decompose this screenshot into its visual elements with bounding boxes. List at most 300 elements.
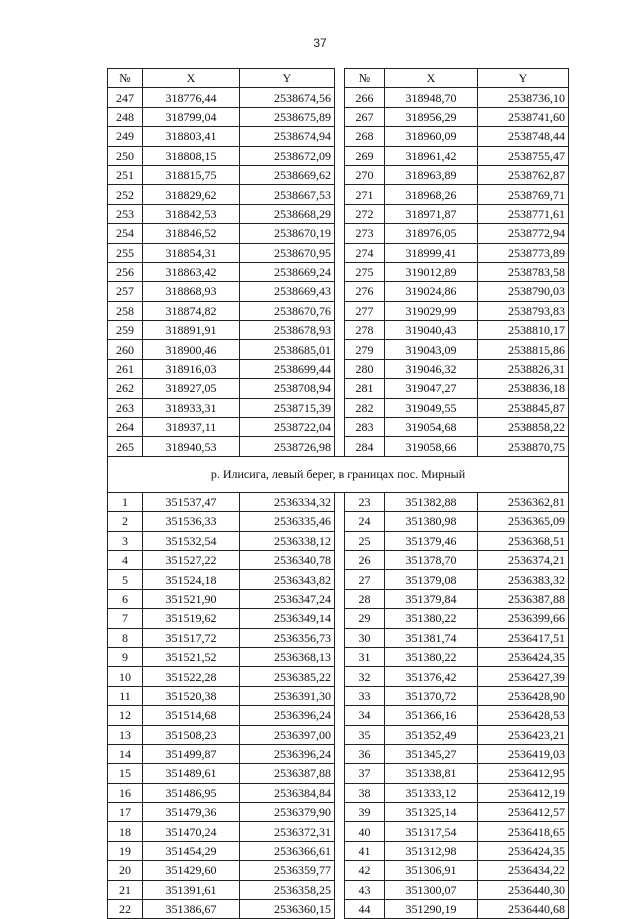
y-coordinate: 2538674,56 [240,88,335,107]
table-row [108,841,569,860]
y-coordinate: 2538685,01 [240,340,335,359]
y-coordinate: 2536334,32 [240,492,335,511]
x-coordinate: 351380,22 [385,609,478,628]
y-coordinate: 2536424,35 [478,647,569,666]
point-number: 281 [345,379,385,398]
y-coordinate: 2538678,93 [240,321,335,340]
y-coordinate: 2536396,24 [240,744,335,763]
x-coordinate: 318815,75 [143,165,240,184]
table-row [108,127,569,146]
x-coordinate: 351379,08 [385,570,478,589]
y-coordinate: 2538715,39 [240,398,335,417]
y-coordinate: 2536356,73 [240,628,335,647]
y-coordinate: 2536419,03 [478,744,569,763]
y-coordinate: 2538722,04 [240,418,335,437]
y-coordinate: 2538669,43 [240,282,335,301]
point-number: 12 [108,706,143,725]
table-row [108,667,569,686]
x-coordinate: 351381,74 [385,628,478,647]
table-row [108,803,569,822]
table-row [108,647,569,666]
point-number: 264 [108,418,143,437]
x-coordinate: 351537,47 [143,492,240,511]
point-number: 251 [108,165,143,184]
x-coordinate: 351536,33 [143,512,240,531]
point-number: 16 [108,783,143,802]
x-coordinate: 351508,23 [143,725,240,744]
x-coordinate: 351380,98 [385,512,478,531]
x-coordinate: 319043,09 [385,340,478,359]
point-number: 5 [108,570,143,589]
point-number: 255 [108,243,143,262]
point-number: 273 [345,224,385,243]
y-coordinate: 2538826,31 [478,359,569,378]
table-row [108,783,569,802]
y-coordinate: 2536396,24 [240,706,335,725]
column-gap [335,418,345,437]
y-coordinate: 2536424,35 [478,841,569,860]
point-number: 283 [345,418,385,437]
y-coordinate: 2536368,51 [478,531,569,550]
point-number: 20 [108,861,143,880]
x-coordinate: 318803,41 [143,127,240,146]
x-coordinate: 351514,68 [143,706,240,725]
y-coordinate: 2536343,82 [240,570,335,589]
point-number: 30 [345,628,385,647]
column-gap [335,107,345,126]
x-coordinate: 318776,44 [143,88,240,107]
point-number: 31 [345,647,385,666]
y-coordinate: 2538699,44 [240,359,335,378]
x-coordinate: 318976,05 [385,224,478,243]
point-number: 278 [345,321,385,340]
y-coordinate: 2536384,84 [240,783,335,802]
point-number: 35 [345,725,385,744]
x-coordinate: 351391,61 [143,880,240,899]
y-coordinate: 2538771,61 [478,204,569,223]
x-coordinate: 351370,72 [385,686,478,705]
column-gap [335,282,345,301]
table-row [108,725,569,744]
point-number: 17 [108,803,143,822]
column-gap [335,224,345,243]
x-coordinate: 318940,53 [143,437,240,456]
table-row [108,321,569,340]
x-coordinate: 318971,87 [385,204,478,223]
y-coordinate: 2538858,22 [478,418,569,437]
column-gap [335,359,345,378]
table-row [108,706,569,725]
table-row [108,418,569,437]
y-coordinate: 2536399,66 [478,609,569,628]
point-number: 13 [108,725,143,744]
x-coordinate: 318846,52 [143,224,240,243]
x-coordinate: 318916,03 [143,359,240,378]
y-coordinate: 2536423,21 [478,725,569,744]
table-row [108,340,569,359]
y-coordinate: 2536391,30 [240,686,335,705]
point-number: 28 [345,589,385,608]
table-row [108,609,569,628]
table-row [108,764,569,783]
table-row [108,185,569,204]
point-number: 250 [108,146,143,165]
y-coordinate: 2536338,12 [240,531,335,550]
column-gap [335,262,345,281]
x-coordinate: 318937,11 [143,418,240,437]
point-number: 253 [108,204,143,223]
x-coordinate: 319047,27 [385,379,478,398]
y-coordinate: 2536366,61 [240,841,335,860]
x-coordinate: 319012,89 [385,262,478,281]
table-row [108,107,569,126]
column-gap [335,512,345,531]
x-coordinate: 318868,93 [143,282,240,301]
x-coordinate: 351352,49 [385,725,478,744]
point-number: 19 [108,841,143,860]
y-coordinate: 2538836,18 [478,379,569,398]
x-coordinate: 351454,29 [143,841,240,860]
point-number: 11 [108,686,143,705]
table-row [108,861,569,880]
column-gap [335,900,345,919]
x-coordinate: 318854,31 [143,243,240,262]
x-coordinate: 319054,68 [385,418,478,437]
y-coordinate: 2538669,62 [240,165,335,184]
point-number: 37 [345,764,385,783]
point-number: 39 [345,803,385,822]
point-number: 21 [108,880,143,899]
x-coordinate: 351521,90 [143,589,240,608]
x-coordinate: 351429,60 [143,861,240,880]
x-coordinate: 319046,32 [385,359,478,378]
point-number: 268 [345,127,385,146]
point-number: 263 [108,398,143,417]
y-coordinate: 2538670,95 [240,243,335,262]
y-coordinate: 2536372,31 [240,822,335,841]
column-gap [335,146,345,165]
column-gap [335,841,345,860]
table-row [108,531,569,550]
point-number: 280 [345,359,385,378]
table-row [108,224,569,243]
y-coordinate: 2538793,83 [478,301,569,320]
point-number: 265 [108,437,143,456]
point-number: 260 [108,340,143,359]
column-gap [335,88,345,107]
y-coordinate: 2536412,95 [478,764,569,783]
point-number: 33 [345,686,385,705]
x-coordinate: 351379,84 [385,589,478,608]
x-coordinate: 351333,12 [385,783,478,802]
x-coordinate: 351520,38 [143,686,240,705]
column-gap [335,204,345,223]
x-coordinate: 319058,66 [385,437,478,456]
y-coordinate: 2538748,44 [478,127,569,146]
x-coordinate: 318948,70 [385,88,478,107]
y-coordinate: 2538870,75 [478,437,569,456]
y-coordinate: 2538755,47 [478,146,569,165]
point-number: 43 [345,880,385,899]
x-coordinate: 351312,98 [385,841,478,860]
x-coordinate: 319049,55 [385,398,478,417]
y-coordinate: 2538810,17 [478,321,569,340]
point-number: 6 [108,589,143,608]
x-coordinate: 351376,42 [385,667,478,686]
y-coordinate: 2536440,68 [478,900,569,919]
column-gap [335,861,345,880]
point-number: 38 [345,783,385,802]
table-row [108,880,569,899]
x-coordinate: 351380,22 [385,647,478,666]
point-number: 22 [108,900,143,919]
y-coordinate: 2538667,53 [240,185,335,204]
x-coordinate: 351306,91 [385,861,478,880]
y-coordinate: 2538708,94 [240,379,335,398]
x-coordinate: 319029,99 [385,301,478,320]
column-gap [335,165,345,184]
x-coordinate: 318863,42 [143,262,240,281]
y-coordinate: 2536412,19 [478,783,569,802]
point-number: 34 [345,706,385,725]
x-coordinate: 351522,28 [143,667,240,686]
y-coordinate: 2536387,88 [478,589,569,608]
x-coordinate: 351519,62 [143,609,240,628]
x-coordinate: 318963,89 [385,165,478,184]
y-coordinate: 2536383,32 [478,570,569,589]
y-coordinate: 2538762,87 [478,165,569,184]
point-number: 249 [108,127,143,146]
y-coordinate: 2536340,78 [240,550,335,569]
table-row [108,822,569,841]
y-coordinate: 2536418,65 [478,822,569,841]
x-coordinate: 351300,07 [385,880,478,899]
y-coordinate: 2536359,77 [240,861,335,880]
y-coordinate: 2538675,89 [240,107,335,126]
x-coordinate: 351317,54 [385,822,478,841]
column-gap [335,570,345,589]
point-number: 275 [345,262,385,281]
table-row [108,301,569,320]
x-coordinate: 351527,22 [143,550,240,569]
point-number: 277 [345,301,385,320]
point-number: 261 [108,359,143,378]
table-row [108,550,569,569]
y-coordinate: 2538669,24 [240,262,335,281]
column-gap [335,379,345,398]
point-number: 274 [345,243,385,262]
table-row [108,88,569,107]
column-gap [335,706,345,725]
point-number: 257 [108,282,143,301]
x-coordinate: 351345,27 [385,744,478,763]
point-number: 41 [345,841,385,860]
x-coordinate: 351499,87 [143,744,240,763]
y-coordinate: 2538736,10 [478,88,569,107]
x-coordinate: 318956,29 [385,107,478,126]
x-coordinate: 318927,05 [143,379,240,398]
table-row [108,262,569,281]
point-number: 267 [345,107,385,126]
x-coordinate: 318891,91 [143,321,240,340]
y-coordinate: 2538773,89 [478,243,569,262]
point-number: 23 [345,492,385,511]
point-number: 18 [108,822,143,841]
x-coordinate: 351386,67 [143,900,240,919]
table-row [108,379,569,398]
column-gap [335,127,345,146]
column-gap [335,647,345,666]
column-gap [335,628,345,647]
y-coordinate: 2538741,60 [478,107,569,126]
point-number: 32 [345,667,385,686]
column-gap [335,301,345,320]
point-number: 44 [345,900,385,919]
section-row [108,456,569,492]
point-number: 252 [108,185,143,204]
y-coordinate: 2536335,46 [240,512,335,531]
point-number: 259 [108,321,143,340]
x-coordinate: 351338,81 [385,764,478,783]
y-coordinate: 2538726,98 [240,437,335,456]
table-row [108,165,569,184]
x-coordinate: 351479,36 [143,803,240,822]
coordinates-table [107,68,569,919]
point-number: 279 [345,340,385,359]
point-number: 272 [345,204,385,223]
coordinates-table-body [108,69,569,919]
point-number: 271 [345,185,385,204]
x-coordinate: 351382,88 [385,492,478,511]
x-coordinate: 318933,31 [143,398,240,417]
y-coordinate: 2538670,19 [240,224,335,243]
y-coordinate: 2538769,71 [478,185,569,204]
y-coordinate: 2536428,90 [478,686,569,705]
x-coordinate: 318808,15 [143,146,240,165]
table-row [108,512,569,531]
header-row [108,69,569,88]
point-number: 266 [345,88,385,107]
column-gap [335,764,345,783]
y-coordinate: 2536347,24 [240,589,335,608]
column-gap [335,880,345,899]
x-coordinate: 318842,53 [143,204,240,223]
x-coordinate: 351521,52 [143,647,240,666]
y-coordinate: 2536379,90 [240,803,335,822]
y-coordinate: 2536428,53 [478,706,569,725]
x-coordinate: 318900,46 [143,340,240,359]
y-coordinate: 2538672,09 [240,146,335,165]
y-coordinate: 2536440,30 [478,880,569,899]
table-row [108,282,569,301]
table-row [108,900,569,919]
y-coordinate: 2536365,09 [478,512,569,531]
column-gap [335,531,345,550]
point-number: 8 [108,628,143,647]
point-number: 36 [345,744,385,763]
point-number: 26 [345,550,385,569]
section-title: р. Илисига, левый берег, в границах пос. Мирный [108,456,569,492]
column-gap [335,69,345,88]
point-number: 248 [108,107,143,126]
y-coordinate: 2536360,15 [240,900,335,919]
y-coordinate: 2536412,57 [478,803,569,822]
column-gap [335,550,345,569]
x-coordinate: 318961,42 [385,146,478,165]
point-number: 15 [108,764,143,783]
y-coordinate: 2538845,87 [478,398,569,417]
point-number: 40 [345,822,385,841]
x-coordinate: 351379,46 [385,531,478,550]
y-coordinate: 2538772,94 [478,224,569,243]
x-coordinate: 351532,54 [143,531,240,550]
header-number: № [345,69,385,88]
point-number: 42 [345,861,385,880]
column-gap [335,437,345,456]
table-row [108,744,569,763]
x-coordinate: 351486,95 [143,783,240,802]
x-coordinate: 351524,18 [143,570,240,589]
x-coordinate: 318960,09 [385,127,478,146]
x-coordinate: 318799,04 [143,107,240,126]
point-number: 284 [345,437,385,456]
y-coordinate: 2538670,76 [240,301,335,320]
x-coordinate: 351378,70 [385,550,478,569]
y-coordinate: 2538790,03 [478,282,569,301]
column-gap [335,686,345,705]
y-coordinate: 2536427,39 [478,667,569,686]
column-gap [335,589,345,608]
header-y: Y [478,69,569,88]
x-coordinate: 319040,43 [385,321,478,340]
table-row [108,243,569,262]
x-coordinate: 319024,86 [385,282,478,301]
column-gap [335,744,345,763]
table-row [108,628,569,647]
x-coordinate: 318874,82 [143,301,240,320]
point-number: 3 [108,531,143,550]
point-number: 4 [108,550,143,569]
table-row [108,589,569,608]
x-coordinate: 351517,72 [143,628,240,647]
point-number: 254 [108,224,143,243]
point-number: 258 [108,301,143,320]
column-gap [335,725,345,744]
x-coordinate: 318829,62 [143,185,240,204]
table-row [108,492,569,511]
x-coordinate: 351366,16 [385,706,478,725]
table-row [108,570,569,589]
y-coordinate: 2536387,88 [240,764,335,783]
point-number: 27 [345,570,385,589]
column-gap [335,492,345,511]
point-number: 9 [108,647,143,666]
column-gap [335,803,345,822]
y-coordinate: 2536374,21 [478,550,569,569]
y-coordinate: 2536358,25 [240,880,335,899]
point-number: 247 [108,88,143,107]
point-number: 1 [108,492,143,511]
column-gap [335,609,345,628]
x-coordinate: 318968,26 [385,185,478,204]
column-gap [335,398,345,417]
point-number: 270 [345,165,385,184]
point-number: 24 [345,512,385,531]
x-coordinate: 351325,14 [385,803,478,822]
point-number: 282 [345,398,385,417]
y-coordinate: 2536417,51 [478,628,569,647]
column-gap [335,185,345,204]
